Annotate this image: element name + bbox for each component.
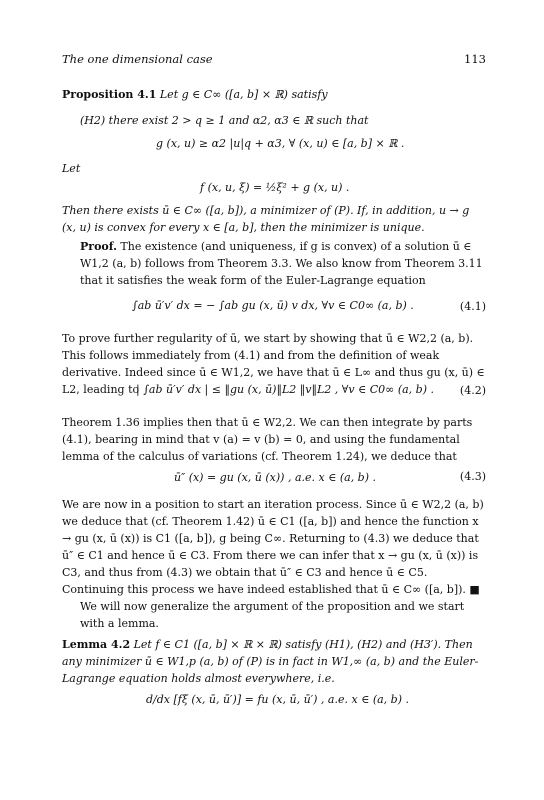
equation-4-1-number: (4.1) [459, 300, 486, 313]
let-word: Let [62, 162, 81, 175]
running-title: The one dimensional case [62, 52, 213, 66]
equation-4-2-number: (4.2) [459, 384, 486, 397]
proof-label: Proof. [80, 240, 117, 253]
proposition-text: Let g ∈ C∞ ([a, b] × ℝ) satisfy [159, 88, 328, 101]
proof-paragraph-2: To prove further regularity of ū, we start by showing that ū ∈ W2,2 (a, b). This follows immediately from (4.1) and from the definition of weak derivative. Indeed since ū ∈ W1,2, we have that ū ∈ L∞ and thus gu (x, ū) ∈ L2, leading to [62, 332, 485, 396]
growth-inequality: g (x, u) ≥ α2 |u|q + α3, ∀ (x, u) ∈ [a, b] × ℝ . [156, 137, 405, 150]
proposition-conclusion: Then there exists ū ∈ C∞ ([a, b]), a minimizer of (P). If, in addition, u → g (x, u) is convex for every x ∈ [a, b], then the minimizer is unique. [62, 204, 470, 234]
hypothesis-h2: (H2) there exist 2 > q ≥ 1 and α2, α3 ∈ ℝ such that [80, 114, 369, 127]
euler-lagrange-equation: d/dx [fξ (x, ū, ū′)] = fu (x, ū, ū′) , a.e. x ∈ (a, b) . [146, 693, 409, 706]
proof-paragraph-1 [62, 238, 486, 289]
page-number: 113 [464, 52, 486, 66]
equation-4-3-number: (4.3) [459, 470, 486, 483]
proposition-label: Proposition 4.1 [62, 88, 157, 101]
proof-paragraph-4: We are now in a position to start an iteration process. Since ū ∈ W2,2 (a, b) we deduce that (cf. Theorem 1.42) ū ∈ C1 ([a, b]) and hence the function x → gu (x, ū (x)) is C1 ([a, b]), g being C∞. Returning to (4.3) we deduce that ū″ ∈ C1 and hence ū ∈ C3. From there we can infer that x → gu (x, ū (x)) is C3, and thus from (4.3) we obtain that ū″ ∈ C3 and hence ū ∈ C5. Continuing this process we have indeed established that ū ∈ C∞ ([a, b]). ■ [62, 498, 484, 596]
proof-paragraph-5: We will now generalize the argument of the proposition and we start with a lemma. [80, 600, 465, 630]
equation-4-1: ∫ab ū′v′ dx = − ∫ab gu (x, ū) v dx, ∀v ∈ C0∞ (a, b) . [132, 299, 414, 312]
proposition-statement [62, 86, 486, 103]
lemma-label: Lemma 4.2 [62, 638, 131, 651]
f-definition: f (x, u, ξ) = ½ξ² + g (x, u) . [200, 181, 350, 194]
proof-text-1: The existence (and uniqueness, if g is convex) of a solution ū ∈ W1,2 (a, b) follows from Theorem 3.3. We also know from Theorem 3.11 that it satisfies the weak form of the Euler-Lagrange equation [80, 240, 483, 287]
equation-4-3: ū″ (x) = gu (x, ū (x)) , a.e. x ∈ (a, b) . [174, 471, 377, 484]
equation-4-2: | ∫ab ū′v′ dx | ≤ ‖gu (x, ū)‖L2 ‖v‖L2 , ∀v ∈ C0∞ (a, b) . [136, 383, 435, 396]
proof-paragraph-3: Theorem 1.36 implies then that ū ∈ W2,2. We can then integrate by parts (4.1), bearing in mind that v (a) = v (b) = 0, and using the fundamental lemma of the calculus of variations (cf. Theorem 1.24), we deduce that [62, 416, 473, 463]
lemma-statement [62, 636, 486, 687]
lemma-text: Let f ∈ C1 ([a, b] × ℝ × ℝ) satisfy (H1), (H2) and (H3′). Then any minimizer ū ∈ W1,p (a, b) of (P) is in fact in W1,∞ (a, b) and the Euler-Lagrange equation holds almost everywhere, i.e. [62, 638, 479, 685]
